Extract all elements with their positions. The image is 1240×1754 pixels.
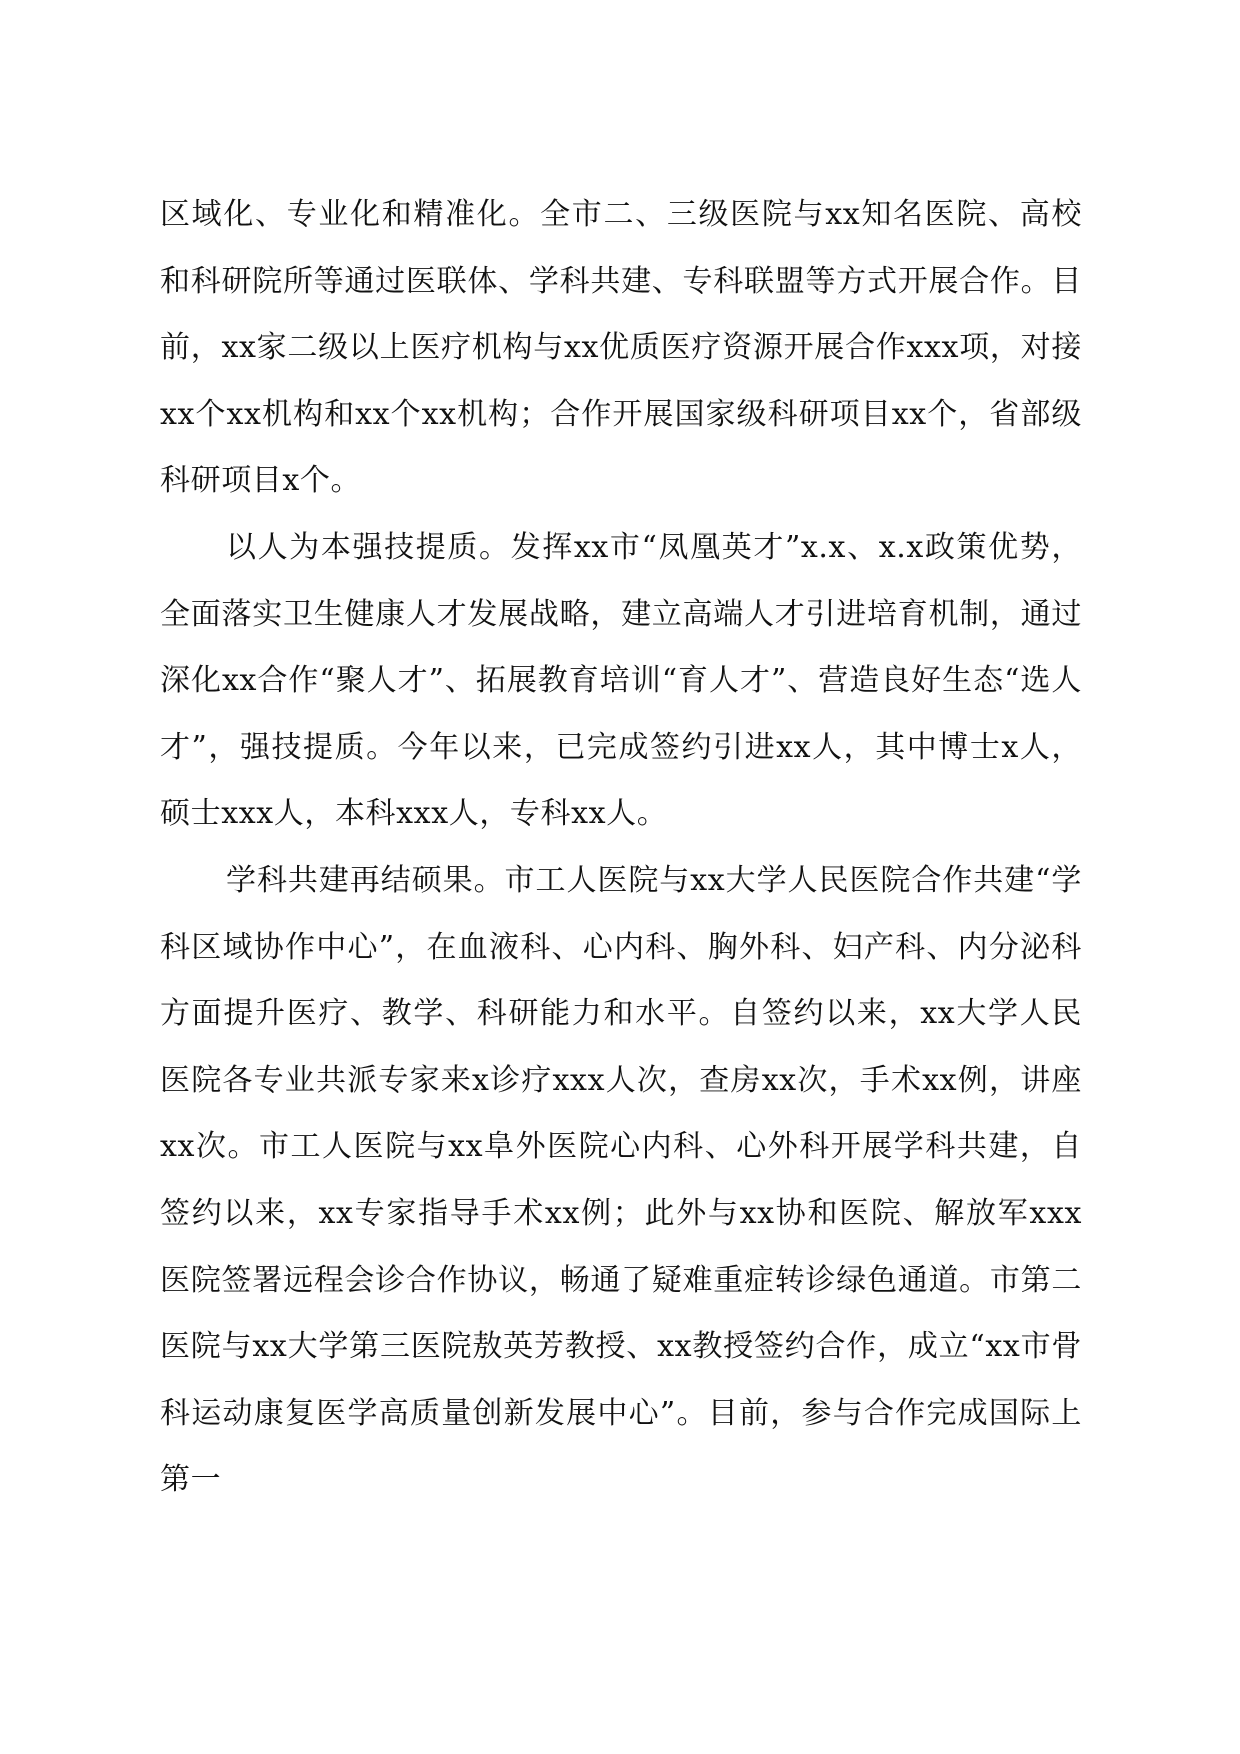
paragraph-talent: 以人为本强技提质。发挥xx市“凤凰英才”x.x、x.x政策优势，全面落实卫生健康人才发展战略，建立高端人才引进培育机制，通过深化xx合作“聚人才”、拓展教育培训“育人才”、营造良好生态“选人才”，强技提质。今年以来，已完成签约引进xx人，其中博士x人，硕士xxx人，本科xxx人，专科xx人。 <box>160 529 1082 832</box>
paragraph-discipline: 学科共建再结硕果。市工人医院与xx大学人民医院合作共建“学科区域协作中心”，在血液科、心内科、胸外科、妇产科、内分泌科方面提升医疗、教学、科研能力和水平。自签约以来，xx大学人民医院各专业共派专家来x诊疗xxx人次，查房xx次，手术xx例，讲座xx次。市工人医院与xx阜外医院心内科、心外科开展学科共建，自签约以来，xx专家指导手术xx例；此外与xx协和医院、解放军xxx医院签署远程会诊合作协议，畅通了疑难重症转诊绿色通道。市第二医院与xx大学第三医院敖英芳教授、xx教授签约合作，成立“xx市骨科运动康复医学高质量创新发展中心”。目前，参与合作完成国际上第一 <box>160 862 1082 1498</box>
document-body <box>160 182 1082 1514</box>
paragraph-continuation: 区域化、专业化和精准化。全市二、三级医院与xx知名医院、高校和科研院所等通过医联体、学科共建、专科联盟等方式开展合作。目前，xx家二级以上医疗机构与xx优质医疗资源开展合作xxx项，对接xx个xx机构和xx个xx机构；合作开展国家级科研项目xx个，省部级科研项目x个。 <box>160 197 1082 499</box>
